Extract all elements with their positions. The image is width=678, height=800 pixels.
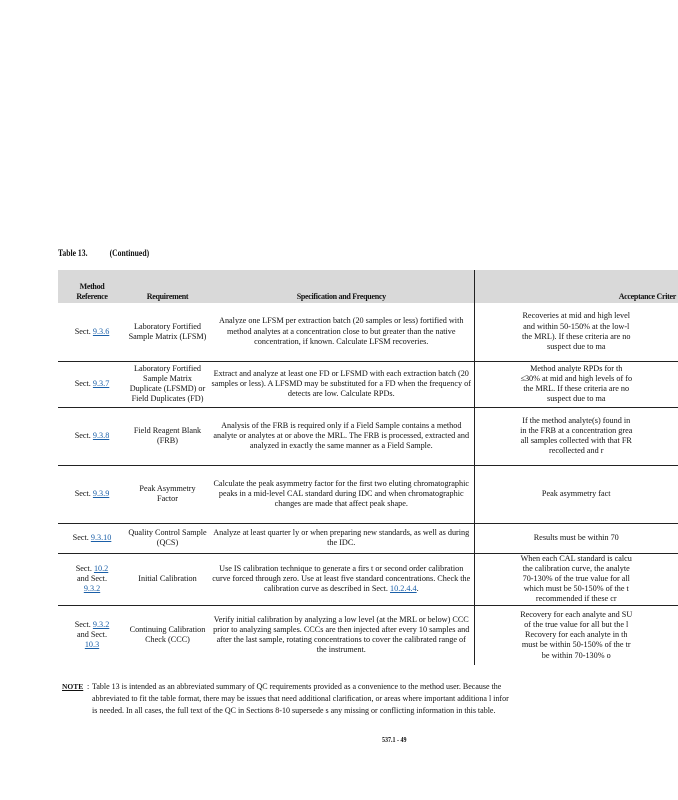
header-method-reference: Method Reference: [58, 270, 126, 303]
section-link[interactable]: 9.3.8: [92, 430, 110, 440]
acceptance-line: recommended if these cr: [535, 594, 617, 604]
note-line: is needed. In all cases, the full text of the QC in Sections 8-10 supersede s any missing or conflicting information in this table.: [92, 706, 496, 715]
section-link[interactable]: 9.3.2: [92, 619, 110, 629]
table-row: [58, 407, 678, 465]
acceptance-line: in the FRB at a concentration grea: [520, 425, 633, 435]
acceptance-line: and within 50-150% at the low-l: [523, 321, 630, 331]
table-row: [58, 361, 678, 407]
acceptance-line: Recovery for each analyte and SU: [520, 609, 633, 619]
qc-requirements-table: [58, 270, 678, 665]
cell-method-reference: Sect. 9.3.9: [58, 465, 126, 523]
section-link[interactable]: 10.2.4.4: [390, 584, 417, 594]
cell-specification: Calculate the peak asymmetry factor for the first two eluting chromatographic peaks in a mid-level CAL standard during IDC and when chromatographic changes are made that affect peak shape.: [209, 465, 474, 523]
cell-specification: Analysis of the FRB is required only if a Field Sample contains a method analyte or analytes at or above the MRL. The FRB is processed, extracted and analyzed in exactly the same manner as a Field Sample.: [209, 407, 474, 465]
table-row: [58, 523, 678, 553]
section-link[interactable]: 10.3: [84, 640, 100, 650]
acceptance-line: suspect due to ma: [547, 341, 606, 351]
cell-requirement: Laboratory Fortified Sample Matrix (LFSM): [128, 321, 207, 341]
acceptance-line: of the true value for all but the l: [524, 619, 629, 629]
section-link[interactable]: 9.3.10: [90, 532, 112, 542]
section-link[interactable]: 9.3.9: [92, 488, 110, 498]
acceptance-line: be within 70-130% o: [541, 650, 611, 660]
acceptance-line: the calibration curve, the analyte: [522, 563, 630, 573]
acceptance-line: If the method analyte(s) found in: [522, 415, 631, 425]
acceptance-line: all samples collected with that FR: [520, 436, 632, 445]
acceptance-line: 70-130% of the true value for all: [522, 573, 630, 583]
acceptance-line: recollected and r: [548, 446, 604, 456]
note-colon: :: [87, 682, 90, 691]
acceptance-line: Method analyte RPDs for th: [530, 363, 623, 373]
section-link[interactable]: 9.3.2: [83, 584, 101, 594]
cell-method-reference: Sect. 9.3.6: [74, 326, 110, 336]
cell-specification: Use IS calibration technique to generate a firs t or second order calibration curve forced through zero. Use at least five standard concentrations. Check the calibration curve as described in Sect. 10.2.4.4.: [209, 553, 474, 605]
acceptance-line: must be within 50-150% of the tr: [521, 640, 631, 650]
table-title: [58, 248, 149, 258]
note-line: abbreviated to fit the table format, there may be issues that need additional clarification, or areas where important additiona l infor: [92, 694, 509, 703]
section-link[interactable]: 9.3.7: [92, 378, 110, 388]
cell-requirement: Laboratory Fortified Sample Matrix Duplicate (LFSMD) or Field Duplicates (FD): [126, 361, 209, 407]
acceptance-line: Peak asymmetry fact: [541, 488, 611, 498]
page-number: 537.1 - 49: [382, 735, 407, 744]
cell-requirement: Quality Control Sample (QCS): [126, 523, 209, 553]
note-line: Table 13 is intended as an abbreviated summary of QC requirements provided as a convenience to the method user. Because the: [92, 682, 502, 691]
acceptance-line: Recoveries at mid and high level: [522, 311, 631, 321]
acceptance-line: which must be 50-150% of the t: [523, 584, 629, 594]
cell-method-reference: Sect. 9.3.8: [58, 407, 126, 465]
cell-acceptance-criteria: [474, 303, 678, 361]
table-header-row: [58, 270, 678, 303]
note-label: NOTE: [62, 682, 84, 691]
cell-acceptance-criteria: [474, 361, 678, 407]
section-link[interactable]: 10.2: [93, 563, 109, 573]
cell-acceptance-criteria: [474, 553, 678, 605]
table-continued: (Continued): [109, 248, 150, 258]
cell-requirement: Field Reagent Blank (FRB): [126, 407, 209, 465]
cell-method-reference: Sect. 9.3.7: [58, 361, 126, 407]
header-requirement: Requirement: [126, 270, 209, 303]
cell-method-reference: Sect. 9.3.2 and Sect. 10.3: [58, 605, 126, 665]
cell-specification: Extract and analyze at least one FD or LFSMD with each extraction batch (20 samples or less). A LFSMD may be substituted for a FD when the frequency of detects are low. Calculate RPDs.: [209, 361, 474, 407]
cell-specification: Analyze one LFSM per extraction batch (20 samples or less) fortified with method analytes at a concentration close to but greater than the native concentration, if known. Calculate LFSM recoveries.: [219, 316, 464, 346]
acceptance-line: ≤30% at mid and high levels of fo: [520, 373, 633, 383]
cell-method-reference: Sect. 9.3.10: [58, 523, 126, 553]
section-link[interactable]: 9.3.6: [92, 326, 110, 336]
table-row: [58, 605, 678, 665]
acceptance-line: When each CAL standard is calcu: [520, 553, 632, 563]
cell-acceptance-criteria: [474, 407, 678, 465]
cell-requirement: Peak Asymmetry Factor: [126, 465, 209, 523]
cell-acceptance-criteria: [474, 523, 678, 553]
acceptance-line: Recovery for each analyte in th: [524, 630, 628, 640]
table-row: [58, 465, 678, 523]
header-specification: Specification and Frequency: [209, 270, 474, 303]
cell-specification: Analyze at least quarter ly or when preparing new standards, as well as during the IDC.: [209, 523, 474, 553]
cell-acceptance-criteria: [474, 465, 678, 523]
cell-requirement: Continuing Calibration Check (CCC): [126, 605, 209, 665]
cell-requirement: Initial Calibration: [126, 553, 209, 605]
acceptance-line: suspect due to ma: [547, 394, 606, 404]
acceptance-line: the MRL). If these criteria are no: [522, 331, 631, 341]
header-acceptance: Acceptance Criter: [474, 270, 678, 303]
acceptance-line: Results must be within 70: [533, 532, 619, 542]
note-text: [92, 681, 632, 717]
acceptance-line: the MRL. If these criteria are no: [523, 384, 630, 393]
table-number: Table 13.: [58, 248, 88, 258]
table-row: [58, 303, 678, 361]
cell-acceptance-criteria: [474, 605, 678, 665]
cell-specification: Verify initial calibration by analyzing a low level (at the MRL or below) CCC prior to analyzing samples. CCCs are then injected after every 10 samples and after the last sample, rotating concentrations to cover the calibrated range of the instrument.: [209, 605, 474, 665]
cell-method-reference: Sect. 10.2 and Sect. 9.3.2: [58, 553, 126, 605]
table-row: [58, 553, 678, 605]
